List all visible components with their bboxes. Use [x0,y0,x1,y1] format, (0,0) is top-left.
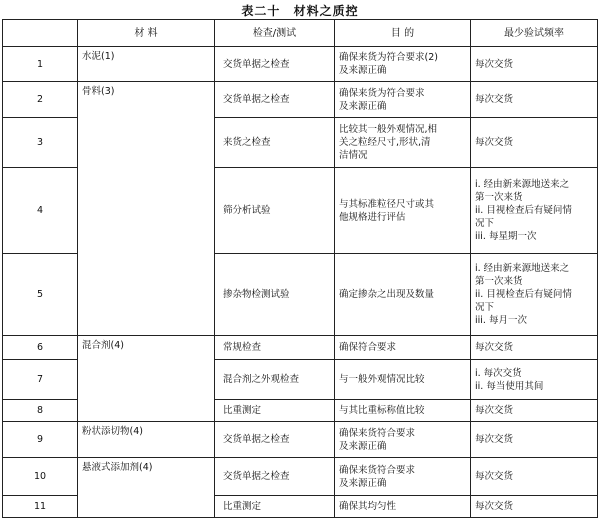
check-cell: 混合剂之外观检查 [215,360,335,400]
row-number: 10 [3,458,78,496]
header-frequency: 最少验试频率 [471,20,598,47]
check-cell: 比重测定 [215,400,335,422]
check-cell: 比重测定 [215,496,335,518]
table-number: 表二十 [241,4,281,18]
check-cell: 掺杂物检测试验 [215,254,335,336]
purpose-cell: 确定掺杂之出现及数量 [335,254,471,336]
frequency-cell: 每次交货 [471,118,598,168]
frequency-cell: 每次交货 [471,458,598,496]
material-cell: 粉状添切物(4) [78,422,215,458]
purpose-cell: 与一般外观情况比较 [335,360,471,400]
purpose-cell: 确保来货为符合要求 及来源正确 [335,82,471,118]
frequency-cell: i. 每次交货 ii. 每当使用其间 [471,360,598,400]
purpose-cell: 确保来货符合要求 及来源正确 [335,422,471,458]
table-title [0,2,600,19]
frequency-cell: i. 经由新来源地送来之 第一次来货 ii. 目视检查后有疑问情 况下 iii. 每月一次 [471,254,598,336]
purpose-cell: 与其比重标称值比较 [335,400,471,422]
check-cell: 交货单据之检查 [215,82,335,118]
frequency-cell: i. 经由新来源地送来之 第一次来货 ii. 目视检查后有疑问情 况下 iii. 每星期一次 [471,168,598,254]
check-cell: 交货单据之检查 [215,422,335,458]
row-number: 7 [3,360,78,400]
table-name: 材料之质控 [293,4,359,18]
row-number: 5 [3,254,78,336]
row-number: 9 [3,422,78,458]
table-row [3,82,598,118]
purpose-cell: 确保来货符合要求 及来源正确 [335,458,471,496]
frequency-cell: 每次交货 [471,82,598,118]
purpose-cell: 比较其一般外观情况,相 关之粒经尺寸,形状,清 洁情况 [335,118,471,168]
row-number: 1 [3,47,78,82]
material-cell: 骨料(3) [78,82,215,336]
header-check: 检查/测试 [215,20,335,47]
table-row [3,458,598,496]
check-cell: 来货之检查 [215,118,335,168]
check-cell: 筛分析试验 [215,168,335,254]
header-purpose: 目 的 [335,20,471,47]
frequency-cell: 每次交货 [471,496,598,518]
row-number: 3 [3,118,78,168]
material-cell: 混合剂(4) [78,336,215,422]
row-number: 11 [3,496,78,518]
row-number: 2 [3,82,78,118]
quality-control-table [2,19,598,518]
frequency-cell: 每次交货 [471,422,598,458]
frequency-cell: 每次交货 [471,336,598,360]
header-row [3,20,598,47]
check-cell: 交货单据之检查 [215,47,335,82]
header-material: 材 料 [78,20,215,47]
purpose-cell: 确保符合要求 [335,336,471,360]
table-row [3,47,598,82]
purpose-cell: 确保其均匀性 [335,496,471,518]
purpose-cell: 确保来货为符合要求(2) 及来源正确 [335,47,471,82]
purpose-cell: 与其标准粒径尺寸或其 他规格进行评估 [335,168,471,254]
header-number [3,20,78,47]
material-cell: 水泥(1) [78,47,215,82]
material-cell: 悬液式添加剂(4) [78,458,215,518]
check-cell: 常规检查 [215,336,335,360]
frequency-cell: 每次交货 [471,400,598,422]
row-number: 4 [3,168,78,254]
row-number: 8 [3,400,78,422]
frequency-cell: 每次交货 [471,47,598,82]
table-row [3,422,598,458]
check-cell: 交货单据之检查 [215,458,335,496]
row-number: 6 [3,336,78,360]
table-row [3,336,598,360]
